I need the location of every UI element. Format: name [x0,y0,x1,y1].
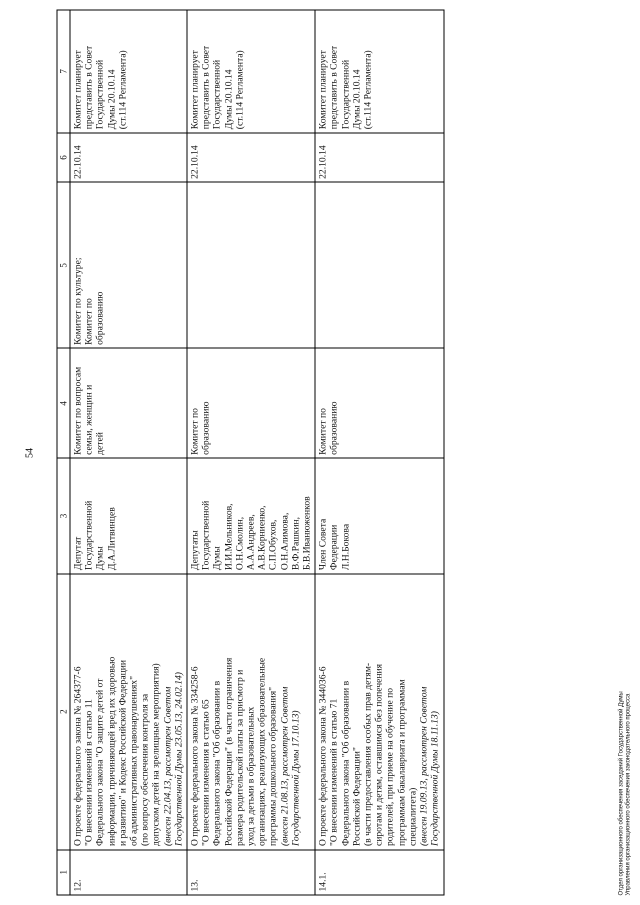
table-row [70,10,187,895]
text-line: "О внесении изменения в статью 65 [200,698,212,846]
text-line: Государственной Думы 17.10.13) [289,709,301,846]
text-line: специалитета) [406,787,418,846]
text-line: Государственной Думы 23.05.13, 24.02.14) [172,671,184,846]
text-line: (ст.114 Регламента) [233,49,245,129]
header-cell-7: 7 [57,10,70,133]
agenda-table [56,9,444,895]
footer-line: Отдел организационного обеспечения заседаний Государственной Думы [618,690,624,895]
text-line: об административных правонарушениях" [128,675,140,846]
date-cell: 22.10.14 [70,132,187,182]
lead-committee-cell [315,348,443,458]
text-line: А.А.Андреев, [245,513,257,570]
text-line: (в части предоставления особых прав детям- [362,662,374,846]
item-number: 14.1. [315,849,443,894]
text-line: Л.Н.Бокова [339,523,351,570]
text-line: уход за детьми в образовательных [245,706,257,846]
text-line: (внесен 19.09.13, рассмотрен Советом [418,686,430,846]
page-number: 54 [24,447,35,458]
text-line: Комитет планирует [317,49,329,129]
lead-committee-cell [70,348,187,458]
bill-title-cell [315,573,443,849]
text-line: Федерации [328,524,340,570]
text-line: Комитет по культуре; [72,256,83,345]
text-line: Б.В.Иванюженков [301,495,313,570]
co-committee-cell [315,182,443,348]
text-line: Думы 20.10.14 [222,68,234,129]
text-line: Государственной [94,59,106,129]
date-cell: 22.10.14 [187,132,315,182]
text-line: Депутаты [189,529,201,570]
text-line: Думы [211,545,223,570]
footer-line: Управления организационного обеспечения законодательного процесса [625,693,631,895]
text-line: О.Н.Алимова, [278,512,290,570]
header-cell-5: 5 [57,182,70,348]
text-line: представить в Совет [200,45,212,129]
text-line: Государственной [200,500,212,570]
text-line: Федерального закона "О защите детей от [94,678,106,846]
table-header-row [57,10,70,895]
text-line: Депутат [72,536,83,570]
text-line: допуском детей на зрелищные мероприятия) [150,662,162,846]
text-line: представить в Совет [83,45,95,129]
text-line: О проекте федерального закона № 264377-6 [72,665,83,846]
text-line: Комитет планирует [189,49,201,129]
text-line: программам бакалавриата и программам [395,678,407,846]
table-body [70,10,444,895]
text-line: Федерального закона "Об образовании в [339,680,351,846]
text-line: (по вопросу обеспечения контроля за [139,693,151,846]
text-line: образованию [94,291,106,345]
text-line: семьи, женщин и [83,384,95,455]
header-cell-6: 6 [57,132,70,182]
author-cell [315,458,443,573]
text-line: С.П.Обухов, [267,519,279,570]
text-line: родителей, при приеме на обучение по [384,687,396,846]
text-line: Думы [94,545,106,570]
plan-cell [70,10,187,133]
co-committee-cell [70,182,187,348]
text-line: Государственной [339,59,351,129]
footer [618,691,632,895]
text-line: О проекте федерального закона № 344036-6 [317,665,329,846]
text-line: Российской Федерации" [350,746,362,846]
text-line: детей [94,431,106,455]
author-cell [70,458,187,573]
date-cell: 22.10.14 [315,132,443,182]
text-line: А.В.Корниенко, [256,504,268,570]
text-line: О.Н.Смолин, [233,516,245,570]
text-line: В.Ф.Рашкин, [289,516,301,570]
text-line: Думы 20.10.14 [350,68,362,129]
text-line: Государственной [83,500,95,570]
text-line: программы дошкольного образования" [267,686,279,846]
header-cell-4: 4 [57,348,70,458]
text-line: (ст.114 Регламента) [116,49,128,129]
text-line: (внесен 21.08.13, рассмотрен Советом [278,686,290,846]
table-row [187,10,315,895]
text-line: Государственной Думы 18.11.13) [429,710,441,846]
text-line: (внесен 22.04.13, рассмотрен Советом [161,686,173,846]
plan-cell [187,10,315,133]
text-line: "О внесении изменений в статью 11 [83,698,95,846]
header-cell-1: 1 [57,849,70,894]
text-line: И.И.Мельников, [222,502,234,570]
text-line: "О внесении изменений в статью 71 [328,698,340,846]
bill-title-cell [187,573,315,849]
item-number: 13. [187,849,315,894]
text-line: Комитет планирует [72,49,83,129]
text-line: Комитет по [189,407,201,455]
plan-cell [315,10,443,133]
text-line: Государственной [211,59,223,129]
table-row [315,10,443,895]
text-line: Российской Федерации" (в части ограничения [222,657,234,846]
text-line: и развитию" и Кодекс Российской Федерации [116,659,128,846]
author-cell [187,458,315,573]
item-number: 12. [70,849,187,894]
header-cell-2: 2 [57,573,70,849]
text-line: Д.А.Литвинцев [105,506,117,570]
text-line: (ст.114 Регламента) [362,49,374,129]
bill-title-cell [70,573,187,849]
text-line: Федерального закона "Об образовании в [211,680,223,846]
text-line: образованию [200,400,212,455]
text-line: О проекте федерального закона № 334258-6 [189,665,201,846]
text-line: представить в Совет [328,45,340,129]
co-committee-cell [187,182,315,348]
text-line: размера родительской платы за присмотр и [233,669,245,846]
lead-committee-cell [187,348,315,458]
text-line: Комитет по вопросам [72,366,83,455]
text-line: сиротам и детям, оставшимся без попечения [373,663,385,846]
header-cell-3: 3 [57,458,70,573]
text-line: образованию [328,400,340,455]
text-line: организациях, реализующих образовательные [256,657,268,846]
text-line: Думы 20.10.14 [105,68,117,129]
text-line: Член Совета [317,518,329,570]
text-line: Комитет по [317,407,329,455]
text-line: информации, причиняющей вред их здоровью [105,656,117,846]
text-line: Комитет по [83,297,95,345]
